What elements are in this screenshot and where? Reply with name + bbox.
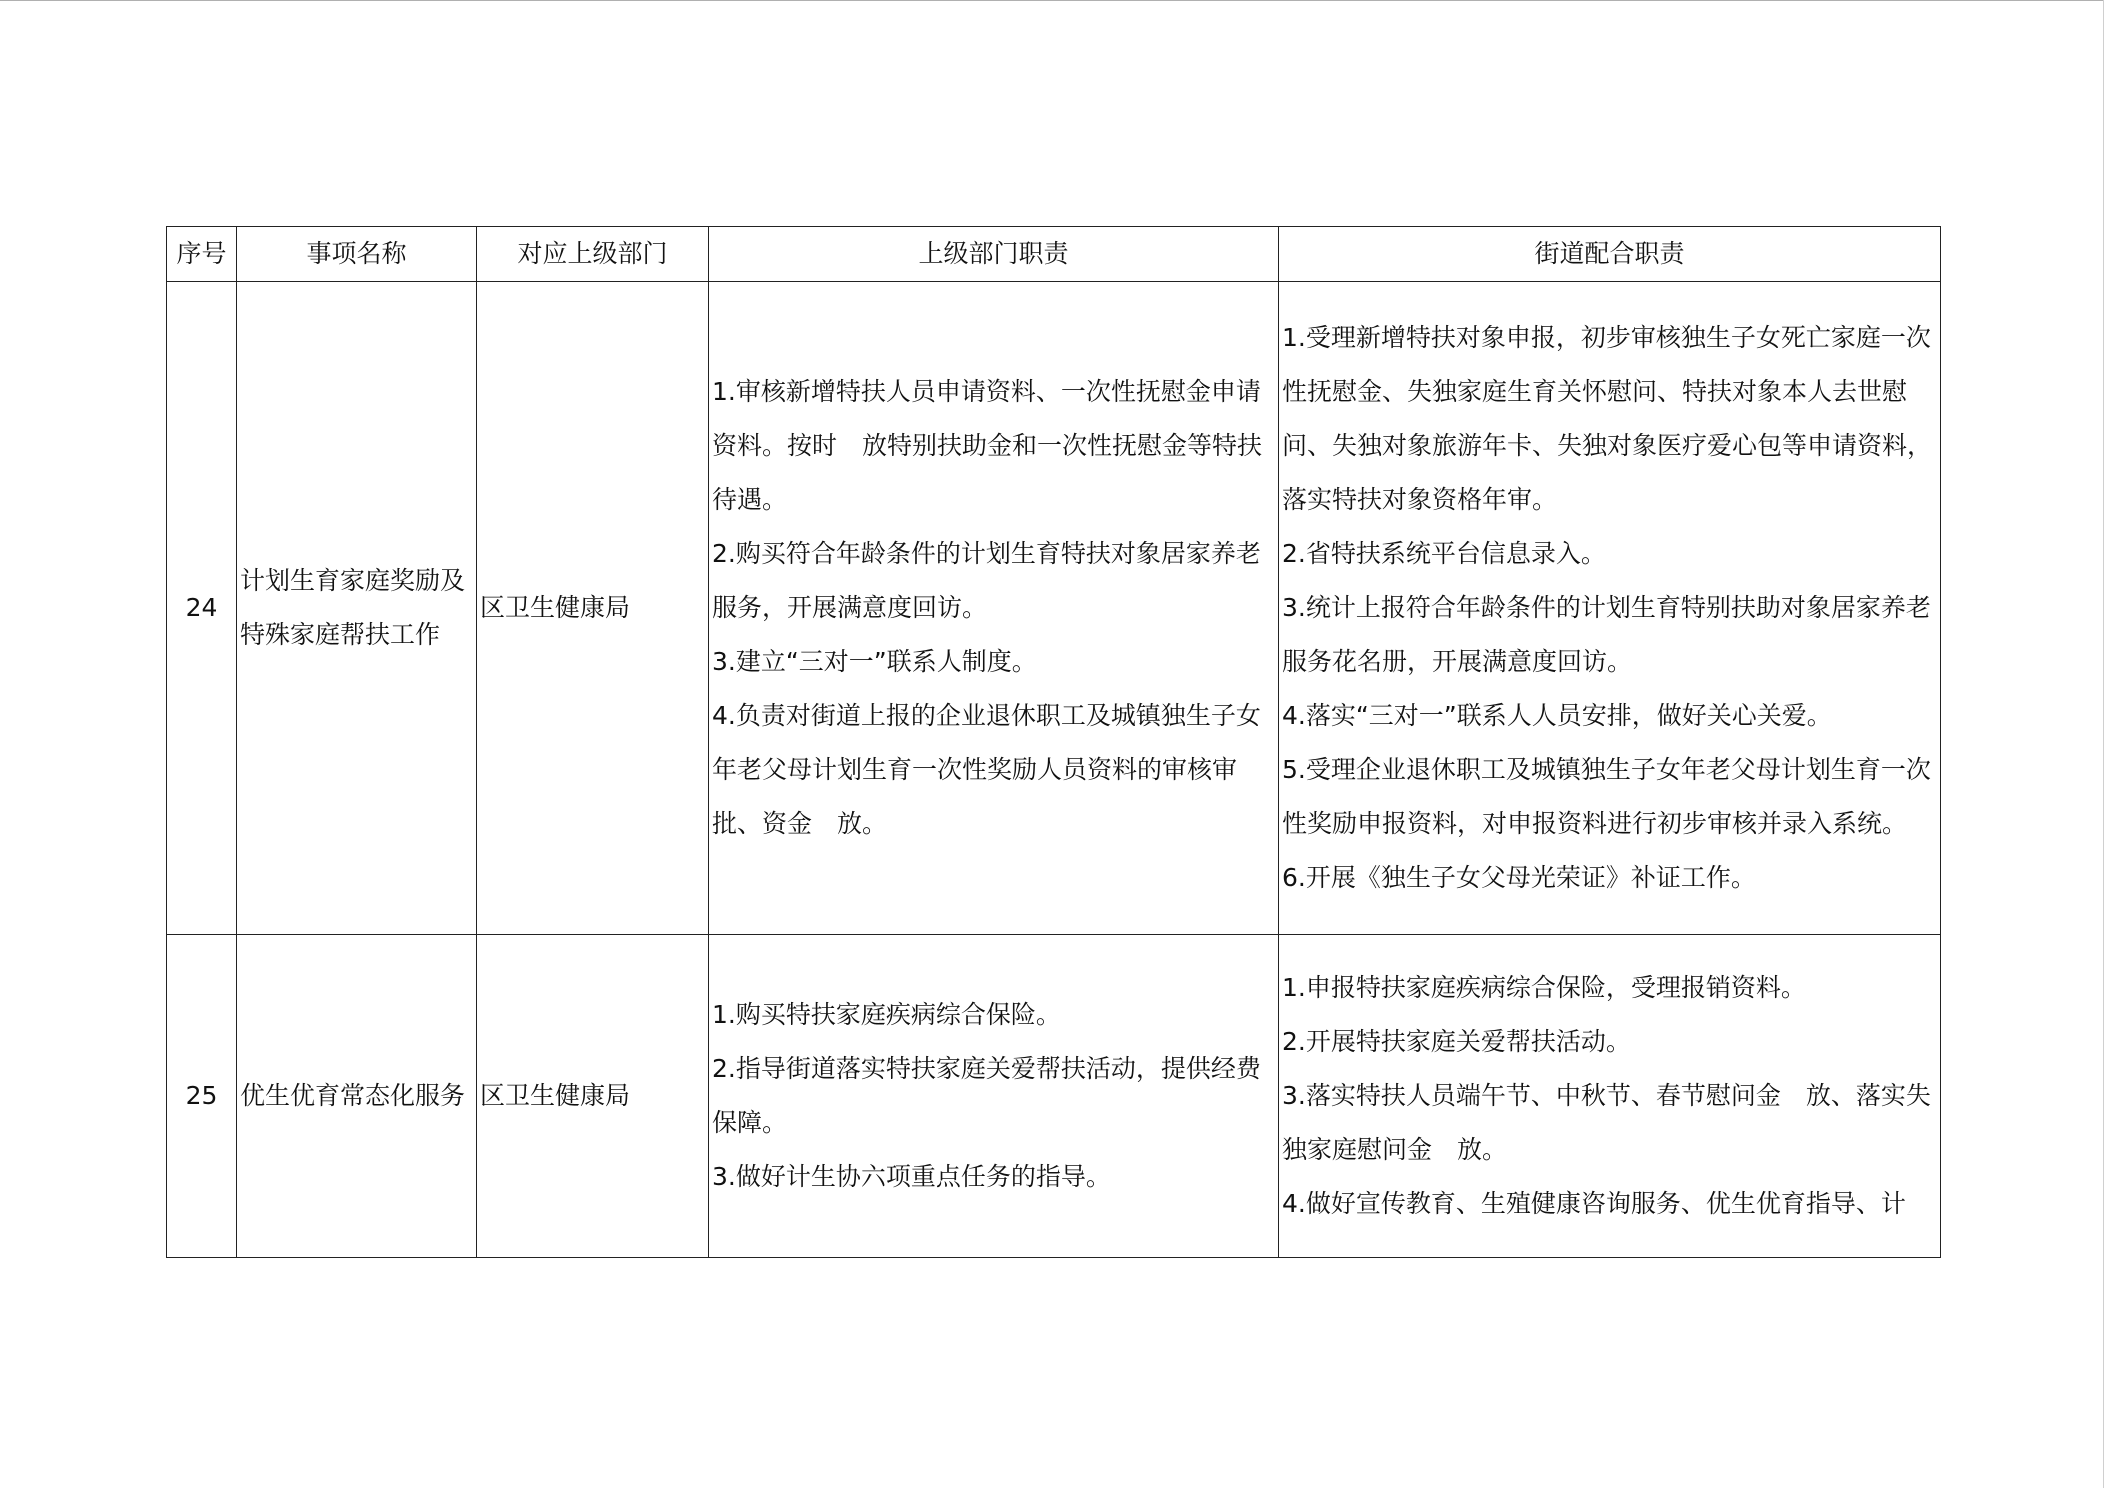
duty-item: 2.省特扶系统平台信息录入。 xyxy=(1282,539,1606,568)
duty-item: 4.做好宣传教育、生殖健康咨询服务、优生优育指导、计 xyxy=(1282,1189,1906,1218)
row-serial-number: 25 xyxy=(167,935,237,1258)
duty-item: 2.开展特扶家庭关爱帮扶活动。 xyxy=(1282,1027,1631,1056)
header-item-name: 事项名称 xyxy=(237,227,477,282)
row-serial-number: 24 xyxy=(167,282,237,935)
duty-item: 3.建立“三对一”联系人制度。 xyxy=(712,647,1037,676)
row-street-duties xyxy=(1279,935,1941,1258)
row-item-name: 计划生育家庭奖励及特殊家庭帮扶工作 xyxy=(237,282,477,935)
header-superior-department: 对应上级部门 xyxy=(477,227,709,282)
duty-item: 6.开展《独生子女父母光荣证》补证工作。 xyxy=(1282,863,1756,892)
duty-item: 1.申报特扶家庭疾病综合保险，受理报销资料。 xyxy=(1282,973,1806,1002)
duty-item: 3.做好计生协六项重点任务的指导。 xyxy=(712,1162,1111,1191)
row-superior-duties xyxy=(709,282,1279,935)
table-row xyxy=(167,282,1941,935)
duty-item: 5.受理企业退休职工及城镇独生子女年老父母计划生育一次性奖励申报资料，对申报资料进行初步审核并录入系统。 xyxy=(1282,755,1931,838)
header-serial-number: 序号 xyxy=(167,227,237,282)
table-header-row xyxy=(167,227,1941,282)
duty-table xyxy=(166,226,1941,1258)
duty-item: 1.审核新增特扶人员申请资料、一次性抚慰金申请资料。按时 放特别扶助金和一次性抚慰金等特扶待遇。 xyxy=(712,377,1263,514)
duty-item: 2.指导街道落实特扶家庭关爱帮扶活动，提供经费保障。 xyxy=(712,1054,1261,1137)
duty-item: 3.落实特扶人员端午节、中秋节、春节慰问金 放、落实失独家庭慰问金 放。 xyxy=(1282,1081,1931,1164)
header-street-duties: 街道配合职责 xyxy=(1279,227,1941,282)
table-row xyxy=(167,935,1941,1258)
duty-item: 4.落实“三对一”联系人人员安排，做好关心关爱。 xyxy=(1282,701,1832,730)
row-department: 区卫生健康局 xyxy=(477,935,709,1258)
row-superior-duties xyxy=(709,935,1279,1258)
duty-item: 2.购买符合年龄条件的计划生育特扶对象居家养老服务，开展满意度回访。 xyxy=(712,539,1261,622)
page-top-edge xyxy=(0,0,2104,1)
row-department: 区卫生健康局 xyxy=(477,282,709,935)
header-superior-duties: 上级部门职责 xyxy=(709,227,1279,282)
duty-item: 1.受理新增特扶对象申报，初步审核独生子女死亡家庭一次性抚慰金、失独家庭生育关怀慰问、特扶对象本人去世慰问、失独对象旅游年卡、失独对象医疗爱心包等申请资料，落实特扶对象资格年审。 xyxy=(1282,323,1933,514)
row-item-name: 优生优育常态化服务 xyxy=(237,935,477,1258)
duty-item: 4.负责对街道上报的企业退休职工及城镇独生子女年老父母计划生育一次性奖励人员资料的审核审批、资金 放。 xyxy=(712,701,1261,838)
row-street-duties xyxy=(1279,282,1941,935)
duty-item: 1.购买特扶家庭疾病综合保险。 xyxy=(712,1000,1061,1029)
duty-item: 3.统计上报符合年龄条件的计划生育特别扶助对象居家养老服务花名册，开展满意度回访。 xyxy=(1282,593,1931,676)
